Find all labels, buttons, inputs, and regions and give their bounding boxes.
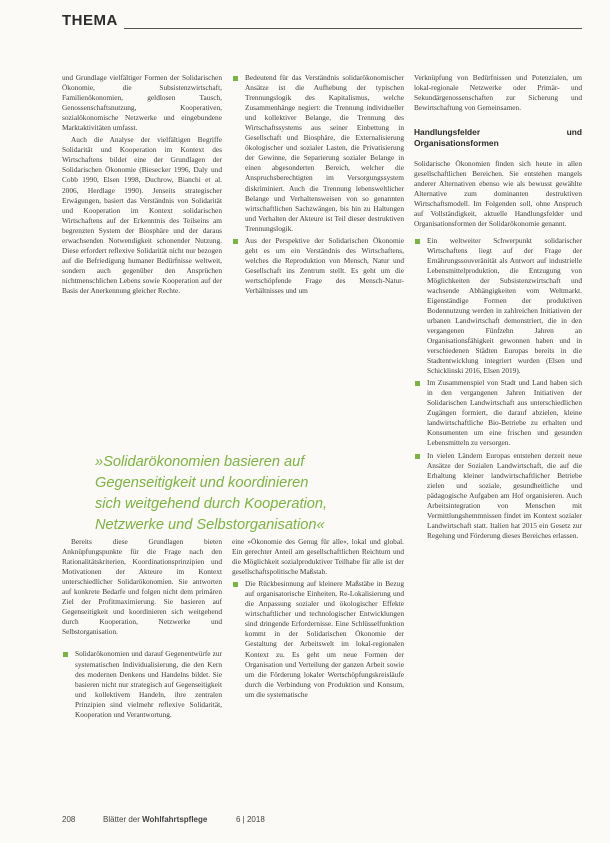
paragraph: Verknüpfung von Bedürfnissen und Potenzialen, um lokal-regionale Netzwerke oder Primär- und Sekundärgenossenschaften zur Sicherung und Bewirtschaftung von Gemeinsamen. [414,73,582,113]
paragraph: Bereits diese Grundlagen bieten Anknüpfungspunkte für die Frage nach den Rationalitätskriterien, Koordinationsprinzipien und Motivationen der Akteure im Kontext unterschiedlicher Solidarökonomien. Sie antworten auf konkrete Bedarfe und folgen nicht dem primären Ziel der Profitmaximierung. Sie basieren auf Gegenseitigkeit und koordinieren sich weitgehend durch Kooperation, Netzwerke und Selbstorganisation. [62,537,222,637]
bullet-item: Solidarökonomien und darauf Gegenentwürfe zur systematischen Individualisierung, die den Kern des modernen Denkens und Handelns bildet. Sie basieren nicht nur strategisch auf Gegenseitigkeit und kollektivem Handeln, ihre zentralen Prinzipien sind vielmehr reflexive Solidarität, Kooperation und Verantwortung. [62,649,222,719]
column-2-bottom [232,537,404,702]
column-2-top [232,73,404,298]
pull-quote [95,452,535,536]
column-1-bottom [62,537,222,722]
paragraph: und Grundlage vielfältiger Formen der Solidarischen Ökonomie, die Subsistenzwirtschaft, Familienökonomien, geldlosen Tausch, Genossenschaftsnutzung, Kooperativen, sozialökonomische Netzwerke und eingebundene Marktaktivitäten umfasst. [62,73,222,133]
bullet-item: In vielen Ländern Europas entstehen derzeit neue Ansätze der Sozialen Landwirtschaft, die auf die Erhaltung kleiner landwirtschaftlicher Betriebe zielen und soziale, gesundheitliche und pädagogische Aufgaben am Hof organisieren. Auch Arbeitsintegration von Menschen mit Vermittlungshemmnissen findet im Kontext sozialer Landwirtschaft statt. Italien hat 2015 ein Gesetz zur Regelung und Förderung dieses Bereiches erlassen. [414,451,582,541]
bullet-item: Die Rückbesinnung auf kleinere Maßstäbe in Bezug auf organisatorische Einheiten, Re-Lokalisierung und die Anpassung sozialer und ökologischer Effekte wirtschaftlicher und technologischer Entwicklungen sind dringende Erfordernisse. Eine Schlüsselfunktion kommt in der Solidarischen Ökonomie der Gestaltung der Arbeitswelt im lokal-regionalen Kontext zu. Es geht um neue Formen der Organisation und Verteilung der ganzen Arbeit sowie um die Förderung lokaler Wertschöpfungskreisläufe durch die Verbindung von Produktion und Konsum, um die systematische [232,579,404,700]
issue-number: 6 | 2018 [236,815,265,824]
section-header [62,12,582,36]
paragraph: Auch die Analyse der vielfältigen Begriffe Solidarität und Kooperation im Kontext des Wirtschaftens bildet eine der Grundlagen der Solidarischen Ökonomie (Biesecker 1996, Daly und Cobb 1990, Elsen 1998, Duchrow, Bianchi et al. 2006, Herdlage 1990). Jenseits strategischer Erwägungen, basiert das Verständnis von Solidarität und Kooperation im Kontext solidarischen Wirtschaftens auf der Erkenntnis des Teilseins am begrenzten System der Biosphäre und der daraus erwachsenden Notwendigkeit schonender Nutzung. Diese erfordert reflexive Solidarität nicht nur bezogen auf die Befriedigung humaner Bedürfnisse weltweit, sondern auch gegenüber den Ansprüchen nichtmenschlichen Lebens sowie Kooperation auf der Basis der Anerkennung gleicher Rechte. [62,135,222,295]
subheading: Handlungsfelder und Organisationsformen [414,127,582,149]
bullet-item: Ein weltweiter Schwerpunkt solidarischer Wirtschaftens liegt auf der Frage der Ernährungssouveränität als Antwort auf industrielle Lebensmittelproduktion, die Entzugung von Möglichkeiten der Subsistenzwirtschaft und wachsende Abhängigkeiten vom Weltmarkt. Eigenständige Formen der produktiven Bodennutzung werden in zahlreichen Initiativen der urbanen Landwirtschaft demonstriert, die in den vergangenen Fünfzehn Jahren an Organisationsfähigkeit gewonnen haben und in verschiedenen Städten Europas bereits in die Stadtentwicklung integriert wurden (Elsen und Schicklinski 2016, Elsen 2019). [414,236,582,377]
journal-prefix: Blätter der [103,815,143,824]
quote-line: sich weitgehend durch Kooperation, [95,496,328,512]
bullet-item: Bedeutend für das Verständnis solidarökonomischer Ansätze ist die Aufhebung der typischen Trennungslogik des Kapitalismus, welche Zusammenhänge negiert: die Trennung individueller und kollektiver Belange, die Trennung des Wirtschaftssystems aus seiner Einbettung in Gesellschaft und Biosphäre, die Externalisierung ökologischer und sozialer Lasten, die Privatisierung der Gewinne, die Separierung sozialer Belange in einen abgesonderten Bereich, welcher die Anspruchsberechtigten im Versorgungssystem diskriminiert. Auch die Trennung lebensweltlicher Belange und Verhaltensweisen von so genannten wirtschaftlichen Sachzwängen, bis hin zu Haltungen und Verhalten der Akteure ist Teil dieser destruktiven Trennungslogik. [232,73,404,234]
journal-bold: Wohlfahrtspflege [142,815,208,824]
paragraph: Solidarische Ökonomien finden sich heute in allen gesellschaftlichen Bereichen. Sie entstehen mangels anderer Alternativen ebenso wie als bewusst gewählte Alternative zum dominanten destruktiven Wirtschaftsmodell. Im Folgenden soll, ohne Anspruch auf Vollständigkeit, aktuelle Handlungsfelder und Organisationsformen der Solidarökonomie genannt. [414,159,582,229]
section-title: THEMA [62,12,118,29]
page-number: 208 [62,815,76,824]
bullet-item: Im Zusammenspiel von Stadt und Land haben sich in den vergangenen Jahren Initiativen der Solidarischen Landwirtschaft aus unterschiedlichen Zugängen formiert, die darauf abzielen, kleine landwirtschaftliche Bio-Betriebe zu erhalten und Konsumenten um eine frischen und gesunden Lebensmitteln zu versorgen. [414,378,582,448]
bullet-item: Aus der Perspektive der Solidarischen Ökonomie geht es um ein Verständnis des Wirtschaftens, welches die Reproduktion von Mensch, Natur und Gesellschaft ins Zentrum stellt. Es geht um die wertschöpfende Frage des Mensch-Natur-Verhältnisses und um [232,236,404,296]
quote-line: Gegenseitigkeit und koordinieren [95,475,309,491]
journal-name [103,815,207,824]
header-rule [124,28,582,29]
paragraph: eine »Ökonomie des Genug für alle«, lokal und global. Ein gerechter Anteil am gesellschaftlichen Reichtum und die Möglichkeit sozialproduktiver Teilhabe für alle ist der gesellschaftspolitische Maßstab. [232,537,404,577]
column-1-top [62,73,222,298]
quote-line: Netzwerke und Selbstorganisation« [95,517,325,533]
quote-line: »Solidarökonomien basieren auf [95,454,305,470]
